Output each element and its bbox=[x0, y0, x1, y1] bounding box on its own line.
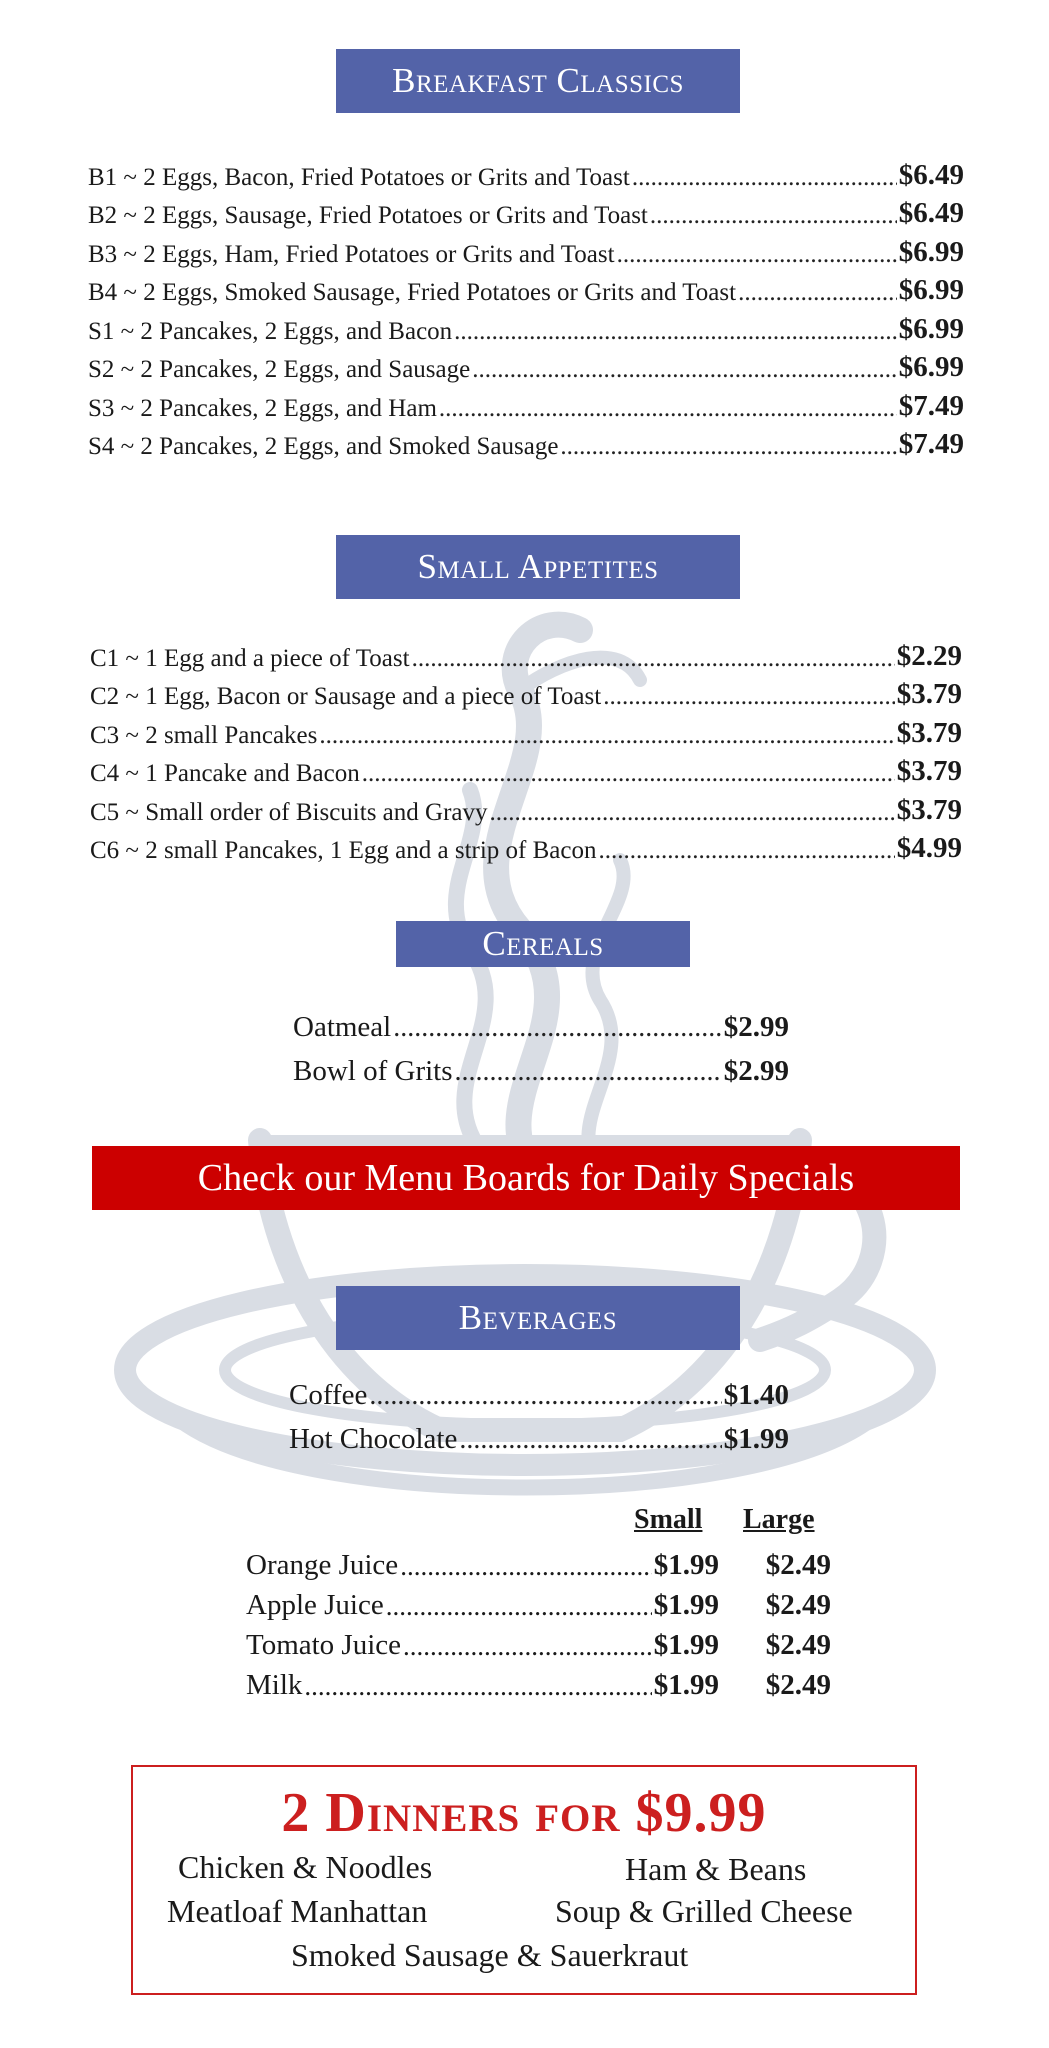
juice-name: Tomato Juice bbox=[246, 1629, 402, 1661]
menu-item-name: Oatmeal bbox=[293, 1011, 392, 1043]
juice-row bbox=[246, 1622, 831, 1662]
juice-price-large: $2.49 bbox=[765, 1629, 831, 1661]
breakfast-item-row bbox=[88, 384, 964, 423]
menu-item-name: C1 ~ 1 Egg and a piece of Toast bbox=[90, 644, 410, 672]
dot-leader bbox=[617, 241, 897, 269]
dot-leader bbox=[650, 202, 897, 230]
dinner-dish: Meatloaf Manhattan bbox=[167, 1893, 428, 1929]
dinner-dish: Soup & Grilled Cheese bbox=[555, 1893, 853, 1929]
menu-item-name: B2 ~ 2 Eggs, Sausage, Fried Potatoes or Grits and Toast bbox=[88, 202, 648, 229]
menu-item-name: B1 ~ 2 Eggs, Bacon, Fried Potatoes or Grits and Toast bbox=[88, 163, 630, 191]
dot-leader bbox=[362, 760, 895, 788]
section-header-breakfast: Breakfast Classics bbox=[336, 49, 740, 113]
menu-item-price: $6.49 bbox=[898, 197, 964, 229]
small-appetite-item-row bbox=[90, 673, 962, 712]
cereal-item-row bbox=[293, 1000, 789, 1044]
breakfast-item-row bbox=[88, 346, 964, 385]
breakfast-item-row bbox=[88, 192, 964, 231]
juice-price-large: $2.49 bbox=[765, 1589, 831, 1621]
menu-item-price: $6.49 bbox=[898, 158, 964, 191]
dot-leader bbox=[454, 318, 897, 346]
menu-item-name: Coffee bbox=[289, 1379, 368, 1411]
menu-item-price: $6.99 bbox=[898, 351, 964, 383]
dinner-dish: Ham & Beans bbox=[625, 1851, 807, 1887]
dinners-promo-title: 2 Dinners for $9.99 bbox=[281, 1782, 767, 1844]
juice-price-small: $1.99 bbox=[653, 1629, 719, 1661]
dot-leader bbox=[472, 356, 897, 384]
menu-item-name: B3 ~ 2 Eggs, Ham, Fried Potatoes or Grits and Toast bbox=[88, 240, 615, 268]
menu-item-price: $3.79 bbox=[896, 678, 962, 710]
cereals-list bbox=[293, 1000, 789, 1088]
menu-item-price: $2.99 bbox=[723, 1011, 789, 1043]
dot-leader bbox=[603, 683, 895, 711]
menu-item-name: B4 ~ 2 Eggs, Smoked Sausage, Fried Potatoes or Grits and Toast bbox=[88, 279, 737, 306]
dot-leader bbox=[439, 395, 897, 423]
dot-leader bbox=[304, 1671, 651, 1702]
beverage-item-row bbox=[289, 1368, 789, 1412]
juice-row bbox=[246, 1582, 831, 1622]
menu-item-price: $3.79 bbox=[896, 716, 962, 749]
menu-item-price: $6.99 bbox=[898, 235, 964, 268]
menu-item-name: Hot Chocolate bbox=[289, 1423, 458, 1455]
juice-price-small: $1.99 bbox=[653, 1549, 719, 1581]
menu-item-name: S4 ~ 2 Pancakes, 2 Eggs, and Smoked Sausage bbox=[88, 433, 559, 460]
menu-item-price: $2.99 bbox=[723, 1055, 789, 1087]
menu-item-price: $7.49 bbox=[898, 428, 964, 460]
dot-leader bbox=[319, 722, 894, 750]
dot-leader bbox=[459, 1424, 721, 1456]
dot-leader bbox=[400, 1551, 652, 1582]
breakfast-item-row bbox=[88, 423, 964, 462]
menu-item-name: S3 ~ 2 Pancakes, 2 Eggs, and Ham bbox=[88, 394, 437, 422]
juice-price-small: $1.99 bbox=[653, 1589, 719, 1621]
menu-item-price: $2.29 bbox=[896, 639, 962, 672]
dot-leader bbox=[455, 1056, 722, 1088]
breakfast-item-row bbox=[88, 269, 964, 308]
daily-specials-banner: Check our Menu Boards for Daily Specials bbox=[92, 1146, 960, 1210]
menu-item-price: $3.79 bbox=[896, 755, 962, 787]
breakfast-list bbox=[88, 153, 964, 461]
dot-leader bbox=[386, 1591, 652, 1622]
breakfast-item-row bbox=[88, 307, 964, 346]
small-appetite-item-row bbox=[90, 788, 962, 827]
small-appetites-list bbox=[90, 634, 962, 865]
juice-row bbox=[246, 1662, 831, 1702]
juice-price-small: $1.99 bbox=[653, 1669, 719, 1701]
dot-leader bbox=[632, 164, 897, 192]
breakfast-item-row bbox=[88, 230, 964, 269]
menu-item-name: C5 ~ Small order of Biscuits and Gravy bbox=[90, 798, 488, 826]
dot-leader bbox=[369, 1380, 721, 1412]
juice-name: Milk bbox=[246, 1669, 303, 1701]
small-appetite-item-row bbox=[90, 827, 962, 866]
size-header-large: Large bbox=[743, 1504, 815, 1535]
section-header-small-appetites: Small Appetites bbox=[336, 535, 740, 599]
menu-item-price: $4.99 bbox=[896, 832, 962, 864]
dinner-dish: Smoked Sausage & Sauerkraut bbox=[291, 1937, 689, 1973]
dot-leader bbox=[490, 799, 895, 827]
dot-leader bbox=[560, 433, 896, 461]
breakfast-item-row bbox=[88, 153, 964, 192]
menu-item-price: $6.99 bbox=[898, 312, 964, 345]
small-appetite-item-row bbox=[90, 711, 962, 750]
dot-leader bbox=[738, 279, 897, 307]
menu-item-name: C6 ~ 2 small Pancakes, 1 Egg and a strip of Bacon bbox=[90, 837, 597, 864]
dot-leader bbox=[412, 645, 895, 673]
menu-item-name: S1 ~ 2 Pancakes, 2 Eggs, and Bacon bbox=[88, 317, 453, 345]
beverages-list bbox=[289, 1368, 789, 1456]
juice-price-large: $2.49 bbox=[765, 1549, 831, 1581]
section-header-cereals: Cereals bbox=[396, 921, 690, 967]
menu-item-name: C2 ~ 1 Egg, Bacon or Sausage and a piece of Toast bbox=[90, 683, 602, 710]
menu-item-price: $1.99 bbox=[723, 1423, 789, 1455]
juice-name: Orange Juice bbox=[246, 1549, 399, 1581]
juice-price-large: $2.49 bbox=[765, 1669, 831, 1701]
menu-item-name: C3 ~ 2 small Pancakes bbox=[90, 721, 318, 749]
dinners-promo-box bbox=[131, 1765, 917, 1995]
juice-list bbox=[246, 1542, 831, 1702]
dot-leader bbox=[393, 1012, 722, 1044]
section-header-beverages: Beverages bbox=[336, 1286, 740, 1350]
menu-item-name: C4 ~ 1 Pancake and Bacon bbox=[90, 760, 360, 787]
dot-leader bbox=[598, 837, 894, 865]
menu-item-name: Bowl of Grits bbox=[293, 1055, 453, 1087]
small-appetite-item-row bbox=[90, 634, 962, 673]
menu-item-price: $1.40 bbox=[723, 1379, 789, 1411]
cereal-item-row bbox=[293, 1044, 789, 1088]
dinner-dish: Chicken & Noodles bbox=[178, 1849, 433, 1885]
menu-item-price: $6.99 bbox=[898, 274, 964, 306]
dot-leader bbox=[403, 1631, 652, 1662]
menu-item-price: $7.49 bbox=[898, 389, 964, 422]
juice-name: Apple Juice bbox=[246, 1589, 384, 1621]
size-header-small: Small bbox=[634, 1504, 703, 1535]
juice-row bbox=[246, 1542, 831, 1582]
beverage-item-row bbox=[289, 1412, 789, 1456]
menu-item-price: $3.79 bbox=[896, 793, 962, 826]
small-appetite-item-row bbox=[90, 750, 962, 789]
menu-item-name: S2 ~ 2 Pancakes, 2 Eggs, and Sausage bbox=[88, 356, 471, 383]
